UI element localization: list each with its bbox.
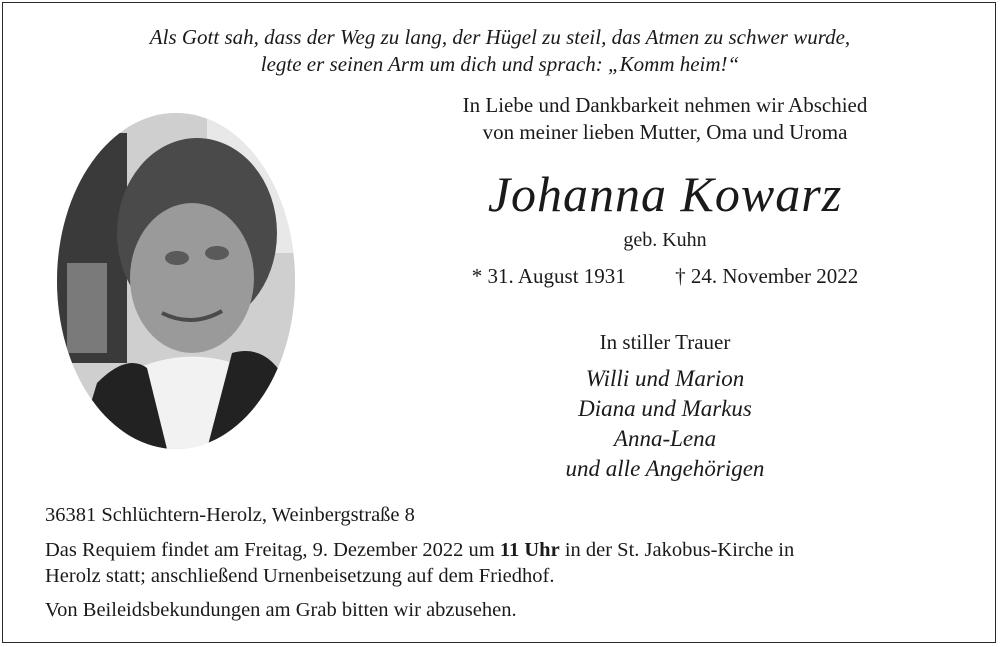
verse-line-1: Als Gott sah, dass der Weg zu lang, der Hügel zu steil, das Atmen zu schwer wurde, — [149, 25, 851, 49]
verse — [0, 24, 1000, 78]
requiem-time: 11 Uhr — [499, 539, 560, 561]
requiem-text-1: Das Requiem findet am Freitag, 9. Dezember 2022 um — [45, 539, 500, 561]
maiden-name: geb. Kuhn — [623, 229, 707, 251]
deceased-name: Johanna Kowarz — [487, 166, 843, 222]
requiem-line-1 — [45, 537, 975, 563]
mourning-label: In stiller Trauer — [599, 330, 731, 354]
requiem-info — [45, 537, 975, 589]
birth-date: * 31. August 1931 — [471, 264, 626, 288]
portrait-photo — [57, 113, 295, 449]
family-list — [380, 364, 950, 484]
family-member: Diana und Markus — [578, 396, 752, 421]
death-date: † 24. November 2022 — [675, 264, 859, 288]
farewell-line-2: von meiner lieben Mutter, Oma und Uroma — [482, 120, 848, 144]
verse-line-2: legte er seinen Arm um dich und sprach: „Komm heim!“ — [260, 52, 740, 76]
family-member: Anna-Lena — [613, 426, 717, 451]
family-member: Willi und Marion — [585, 366, 745, 391]
condolence-note: Von Beileidsbekundungen am Grab bitten wir abzusehen. — [45, 599, 517, 621]
farewell-text — [380, 92, 950, 146]
farewell-line-1: In Liebe und Dankbarkeit nehmen wir Abschied — [462, 93, 868, 117]
requiem-text-2: in der St. Jakobus-Kirche in — [559, 539, 795, 561]
requiem-line-2: Herolz statt; anschließend Urnenbeisetzung auf dem Friedhof. — [45, 565, 555, 587]
family-member: und alle Angehörigen — [565, 456, 765, 481]
life-dates — [380, 262, 950, 290]
address: 36381 Schlüchtern-Herolz, Weinbergstraße 8 — [45, 504, 415, 526]
